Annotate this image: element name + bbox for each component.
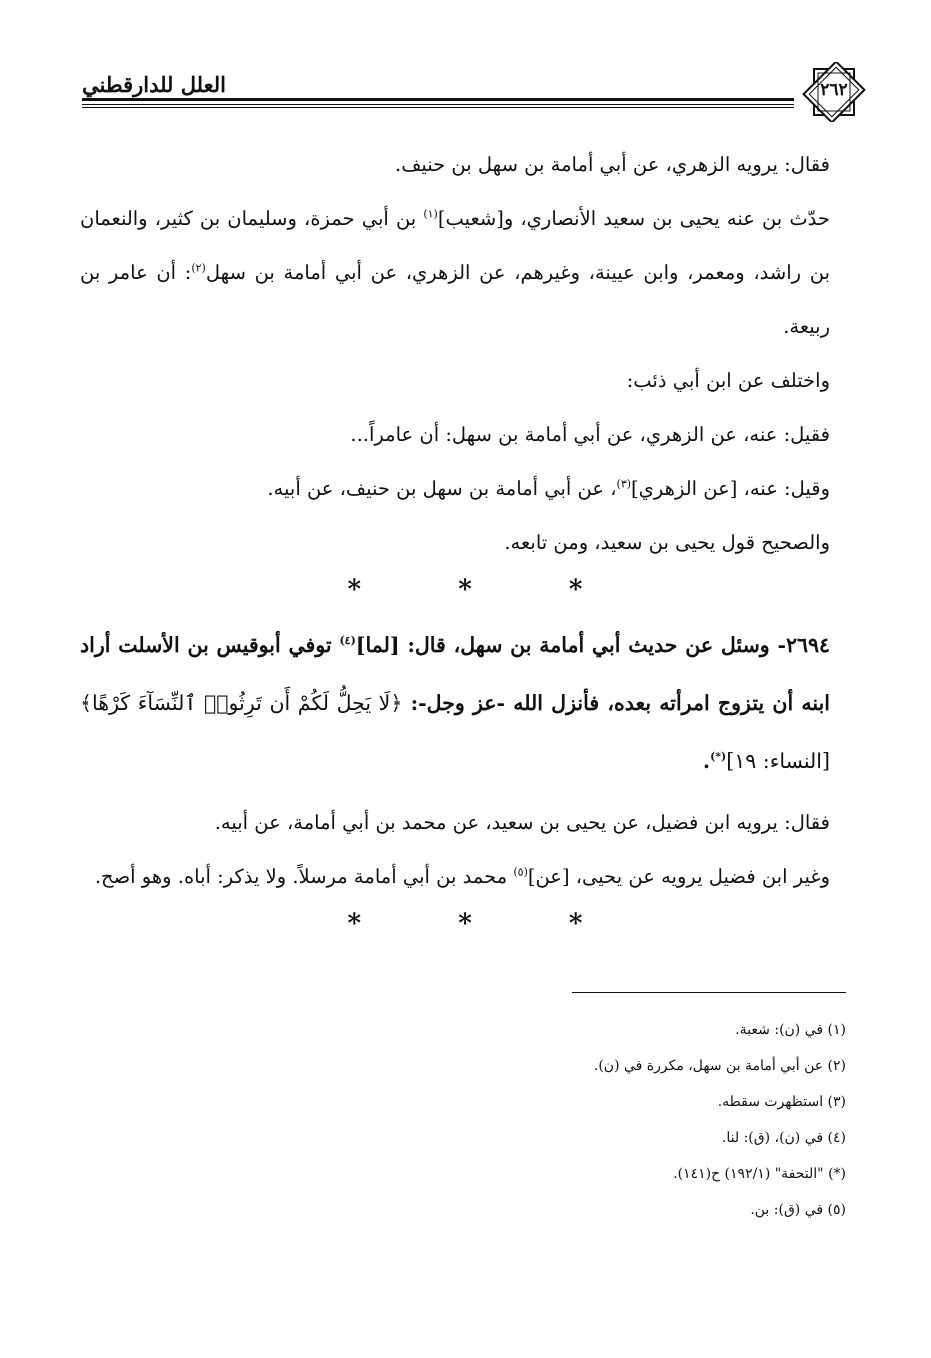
footnote-ref: (٣) xyxy=(616,477,632,491)
page-number: ٢٦٢ xyxy=(820,80,848,100)
footnote: (١) في (ن): شعبة. xyxy=(735,1022,846,1038)
page-number-badge xyxy=(796,62,872,122)
footnotes xyxy=(300,1012,846,1228)
footnote-ref: (٥) xyxy=(513,865,528,879)
footnote: (٢) عن أبي أمامة بن سهل، مكررة في (ن). xyxy=(593,1058,846,1074)
verse-citation: [النساء: ١٩] xyxy=(726,749,830,773)
text-line: فقال: يرويه ابن فضيل، عن يحيى بن سعيد، عن محمد بن أبي أمامة، عن أبيه. xyxy=(214,811,830,834)
footnote: (٥) في (ق): بن. xyxy=(750,1202,846,1218)
text-paragraph: وغير ابن فضيل يرويه عن يحيى، [عن]$^{(٥)}$ محمد بن أبي أمامة مرسلاً. ولا يذكر: أباه. وهو أصح. xyxy=(94,865,830,888)
text-line: فقيل: عنه، عن الزهري، عن أبي أمامة بن سهل: أن عامراً... xyxy=(350,423,830,446)
header-rule-thin-lower xyxy=(82,107,794,108)
footnote: (٣) استظهرت سقطه. xyxy=(717,1094,846,1110)
footnote: (*) "التحفة" (١٩٢/١) ح(١٤١). xyxy=(673,1166,846,1182)
section-separator: * * * xyxy=(347,575,627,605)
book-title: العلل للدارقطني xyxy=(82,72,226,97)
text-line: وقيل: عنه، [عن الزهري]$^{(٣)}$، عن أبي أمامة بن سهل بن حنيف، عن أبيه. xyxy=(267,477,830,500)
text-line: فقال: يرويه الزهري، عن أبي أمامة بن سهل بن حنيف. xyxy=(395,153,830,176)
footnote-ref: (٢) xyxy=(191,261,206,275)
entry-2694: ٢٦٩٤- وسئل عن حديث أبي أمامة بن سهل، قال: [لما]$^{(٤)}$ توفي أبوقيس بن الأسلت أراد ابنه أن يتزوج امرأته بعده، فأنزل الله -عز وجل-: ﴿لَا يَحِلُّ لَكُمْ أَن تَرِثُوا۟ ٱلنِّسَآءَ كَرْهًا﴾ [النساء: ١٩](*). xyxy=(80,633,830,773)
footnote-ref: (٤) xyxy=(339,634,356,648)
footnote-separator xyxy=(572,992,846,993)
footnote-ref: (١) xyxy=(423,207,438,221)
footnote: (٤) في (ن)، (ق): لنا. xyxy=(721,1130,846,1146)
page-header xyxy=(82,62,872,122)
section-separator: * * * xyxy=(347,909,627,939)
header-rule-thin xyxy=(82,104,794,105)
text-paragraph: حدّث بن عنه يحيى بن سعيد الأنصاري، و[شعيب]$^{(١)}$ بن أبي حمزة، وسليمان بن كثير، والنعمان بن راشد، ومعمر، وابن عيينة، وغيرهم، عن الزهري، عن أبي أمامة بن سهل$^{(٢)}$: أن عامر بن ربيعة. xyxy=(80,207,830,338)
main-text xyxy=(80,138,850,950)
footnote-ref: (*) xyxy=(710,750,727,764)
quran-verse: ﴿لَا يَحِلُّ لَكُمْ أَن تَرِثُوا۟ ٱلنِّسَآءَ كَرْهًا﴾ xyxy=(80,691,403,715)
text-line: والصحيح قول يحيى بن سعيد، ومن تابعه. xyxy=(504,531,830,554)
text-line: واختلف عن ابن أبي ذئب: xyxy=(626,369,830,392)
header-rule-thick xyxy=(82,98,794,101)
